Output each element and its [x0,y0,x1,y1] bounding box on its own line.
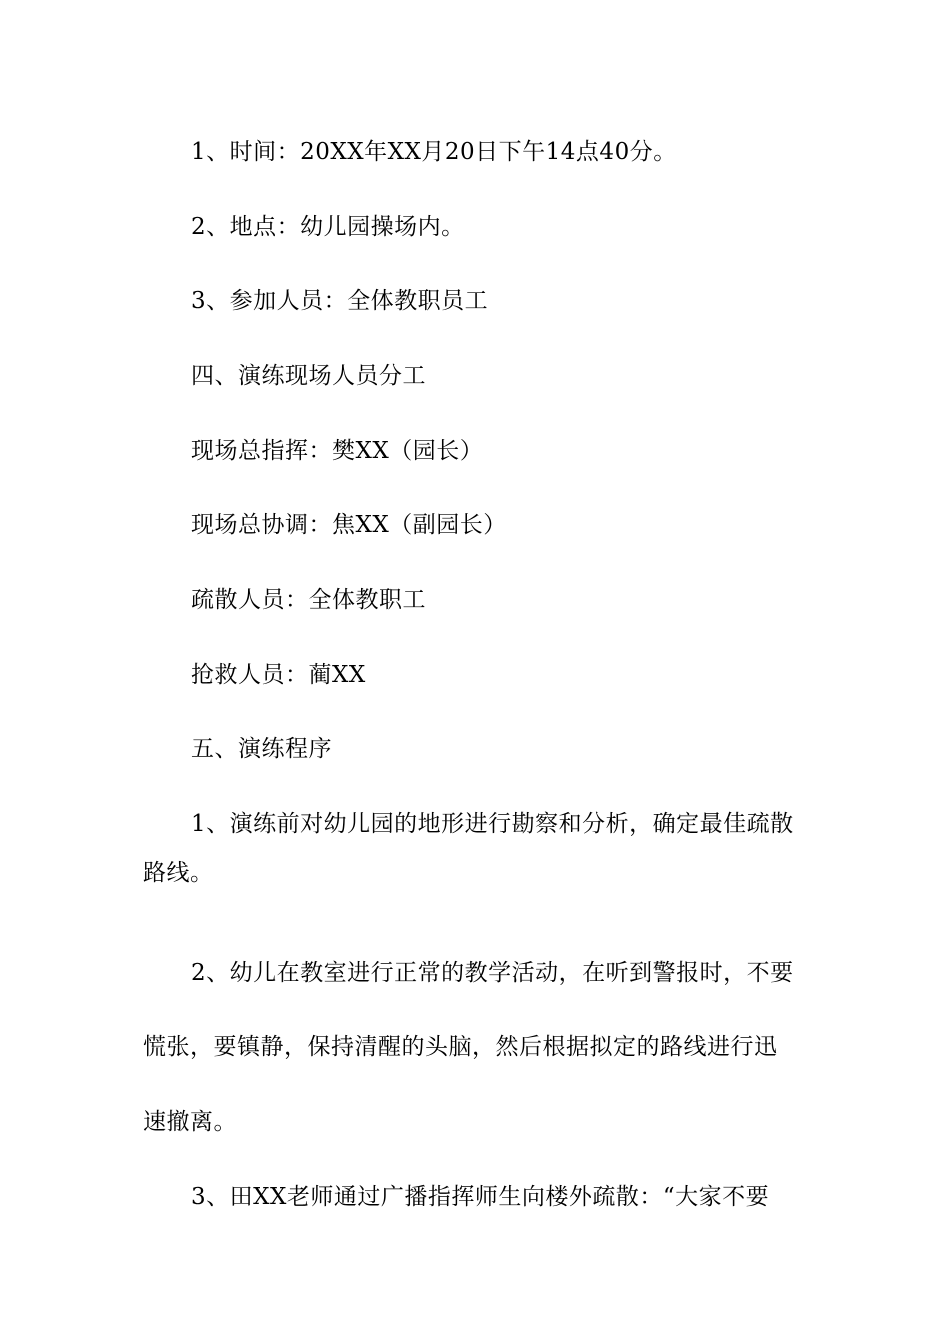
procedure-step-2-line-2: 慌张，要镇静，保持清醒的头脑，然后根据拟定的路线进行迅 [143,1034,778,1060]
time-line: 1、时间：20XX年XX月20日下午14点40分。 [191,139,677,165]
location-line: 2、地点：幼儿园操场内。 [191,214,465,240]
procedure-step-1-line-1: 1、演练前对幼儿园的地形进行勘察和分析，确定最佳疏散 [191,811,794,837]
coordinator-line: 现场总协调：焦XX（副园长） [191,512,507,538]
procedure-step-2-line-1: 2、幼儿在教室进行正常的教学活动，在听到警报时，不要 [191,960,794,986]
participants-line: 3、参加人员：全体教职员工 [191,288,489,314]
evacuation-staff-line: 疏散人员：全体教职工 [191,587,426,613]
procedure-step-2-line-3: 速撤离。 [143,1109,237,1135]
procedure-step-1-line-2: 路线。 [143,860,214,886]
commander-line: 现场总指挥：樊XX（园长） [191,438,484,464]
rescue-staff-line: 抢救人员：蔺XX [191,662,366,688]
section-heading-staff-roles: 四、演练现场人员分工 [191,363,426,389]
procedure-step-3-line-1: 3、田XX老师通过广播指挥师生向楼外疏散：“大家不要 [191,1184,770,1210]
section-heading-procedure: 五、演练程序 [191,736,332,762]
